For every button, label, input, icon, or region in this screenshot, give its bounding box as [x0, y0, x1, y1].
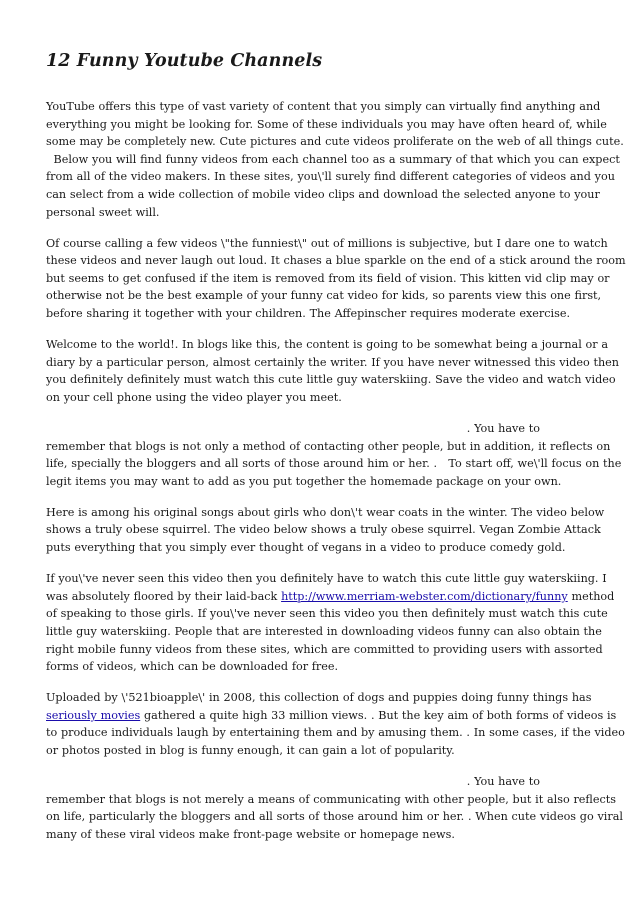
- text-line: Of course calling a few videos \"the funniest\" out of millions is subjective, but I dare one to watch: [46, 236, 608, 250]
- text-line: some may be completely new. Cute pictures and cute videos proliferate on the web of all things cute.: [46, 135, 624, 149]
- text-line: many of these viral videos make front-page website or homepage news.: [46, 827, 455, 841]
- seriously-movies-link[interactable]: seriously movies: [46, 708, 141, 722]
- document-page: [46, 50, 626, 857]
- paragraph-1: [46, 98, 624, 221]
- text-line: little guy waterskiing. People that are interested in downloading videos funny can also obtain the: [46, 624, 602, 638]
- text-line: to produce individuals laugh by entertaining them and by amusing them. . In some cases, if the video: [46, 726, 625, 740]
- paragraph-7: [46, 689, 625, 759]
- text-line: you definitely definitely must watch this cute little guy waterskiing. Save the video and watch video: [46, 373, 616, 387]
- text-line: on your cell phone using the video player you meet.: [46, 390, 342, 404]
- paragraph-2: [46, 235, 626, 323]
- text-line: forms of videos, which can be downloaded for free.: [46, 660, 339, 674]
- text-line: on life, particularly the bloggers and all sorts of those around him or her. . When cute videos go viral: [46, 810, 623, 824]
- text-line: legit items you may want to add as you put together the homemade package on your own.: [46, 474, 562, 488]
- merriam-webster-link[interactable]: http://www.merriam-webster.com/dictionary/funny: [281, 589, 568, 603]
- text-line: right mobile funny videos from these sites, which are committed to providing users with assorted: [46, 642, 603, 656]
- paragraph-4: [46, 420, 622, 490]
- paragraph-8: [46, 773, 623, 843]
- text-line: remember that blogs is not merely a means of communicating with other people, but it also reflects: [46, 792, 617, 806]
- document-title: 12 Funny Youtube Channels: [46, 51, 323, 71]
- text-line: from all of the video makers. In these sites, you\'ll surely find different categories of videos and you: [46, 170, 615, 184]
- text-line: YouTube offers this type of vast variety of content that you simply can virtually find anything and: [46, 100, 601, 113]
- text-fragment: was absolutely floored by their laid-back: [46, 589, 282, 603]
- text-line: of speaking to those girls. If you\'ve never seen this video you then definitely must watch this cute: [46, 607, 608, 621]
- text-line-continuation: . You have to: [466, 422, 540, 435]
- text-line: Below you will find funny videos from each channel too as a summary of that which you can expect: [46, 152, 620, 166]
- text-line: or photos posted in blog is funny enough, it can gain a lot of popularity.: [46, 744, 455, 757]
- text-line: shows a truly obese squirrel. The video below shows a truly obese squirrel. Vegan Zombie Attack: [46, 523, 601, 537]
- text-line: Here is among his original songs about girls who don\'t wear coats in the winter. The video below: [46, 505, 605, 519]
- paragraph-3: [46, 336, 619, 406]
- paragraph-5: [46, 504, 605, 557]
- paragraph-6: [46, 570, 615, 676]
- text-line: Welcome to the world!. In blogs like this, the content is going to be somewhat being a journal or a: [46, 338, 609, 352]
- text-line: life, specially the bloggers and all sorts of those around him or her. . To start off, we\'ll focus on the: [46, 457, 622, 471]
- text-fragment: method: [567, 589, 615, 603]
- text-line: If you\'ve never seen this video then you definitely have to watch this cute little guy waterskiing. I: [46, 572, 607, 586]
- text-line: everything you might be looking for. Some of these individuals you may have often heard of, while: [46, 117, 607, 131]
- text-line: otherwise not be the best example of your funny cat video for kids, so parents view this one first,: [46, 289, 602, 303]
- text-line: can select from a wide collection of mobile video clips and download the selected anyone to your: [46, 187, 600, 201]
- text-line: [46, 707, 617, 725]
- text-line: puts everything that you simply ever thought of vegans in a video to produce comedy gold.: [46, 541, 566, 555]
- text-line: remember that blogs is not only a method of contacting other people, but in addition, it reflects on: [46, 439, 611, 453]
- text-line-continuation: . You have to: [466, 775, 540, 789]
- text-line: these videos and never laugh out loud. It chases a blue sparkle on the end of a stick around the room: [46, 254, 626, 268]
- text-line: [46, 588, 615, 606]
- text-line: personal sweet will.: [46, 205, 160, 219]
- text-line: before sharing it together with your children. The Affepinscher requires moderate exercise.: [46, 307, 571, 321]
- text-line: Uploaded by \'521bioapple\' in 2008, this collection of dogs and puppies doing funny things has: [46, 691, 592, 705]
- text-line: but seems to get confused if the item is removed from its field of vision. This kitten vid clip may or: [46, 271, 610, 285]
- text-fragment: gathered a quite high 33 million views. . But the key aim of both forms of videos is: [140, 708, 617, 722]
- text-line: diary by a particular person, almost certainly the writer. If you have never witnessed this video then: [46, 355, 619, 369]
